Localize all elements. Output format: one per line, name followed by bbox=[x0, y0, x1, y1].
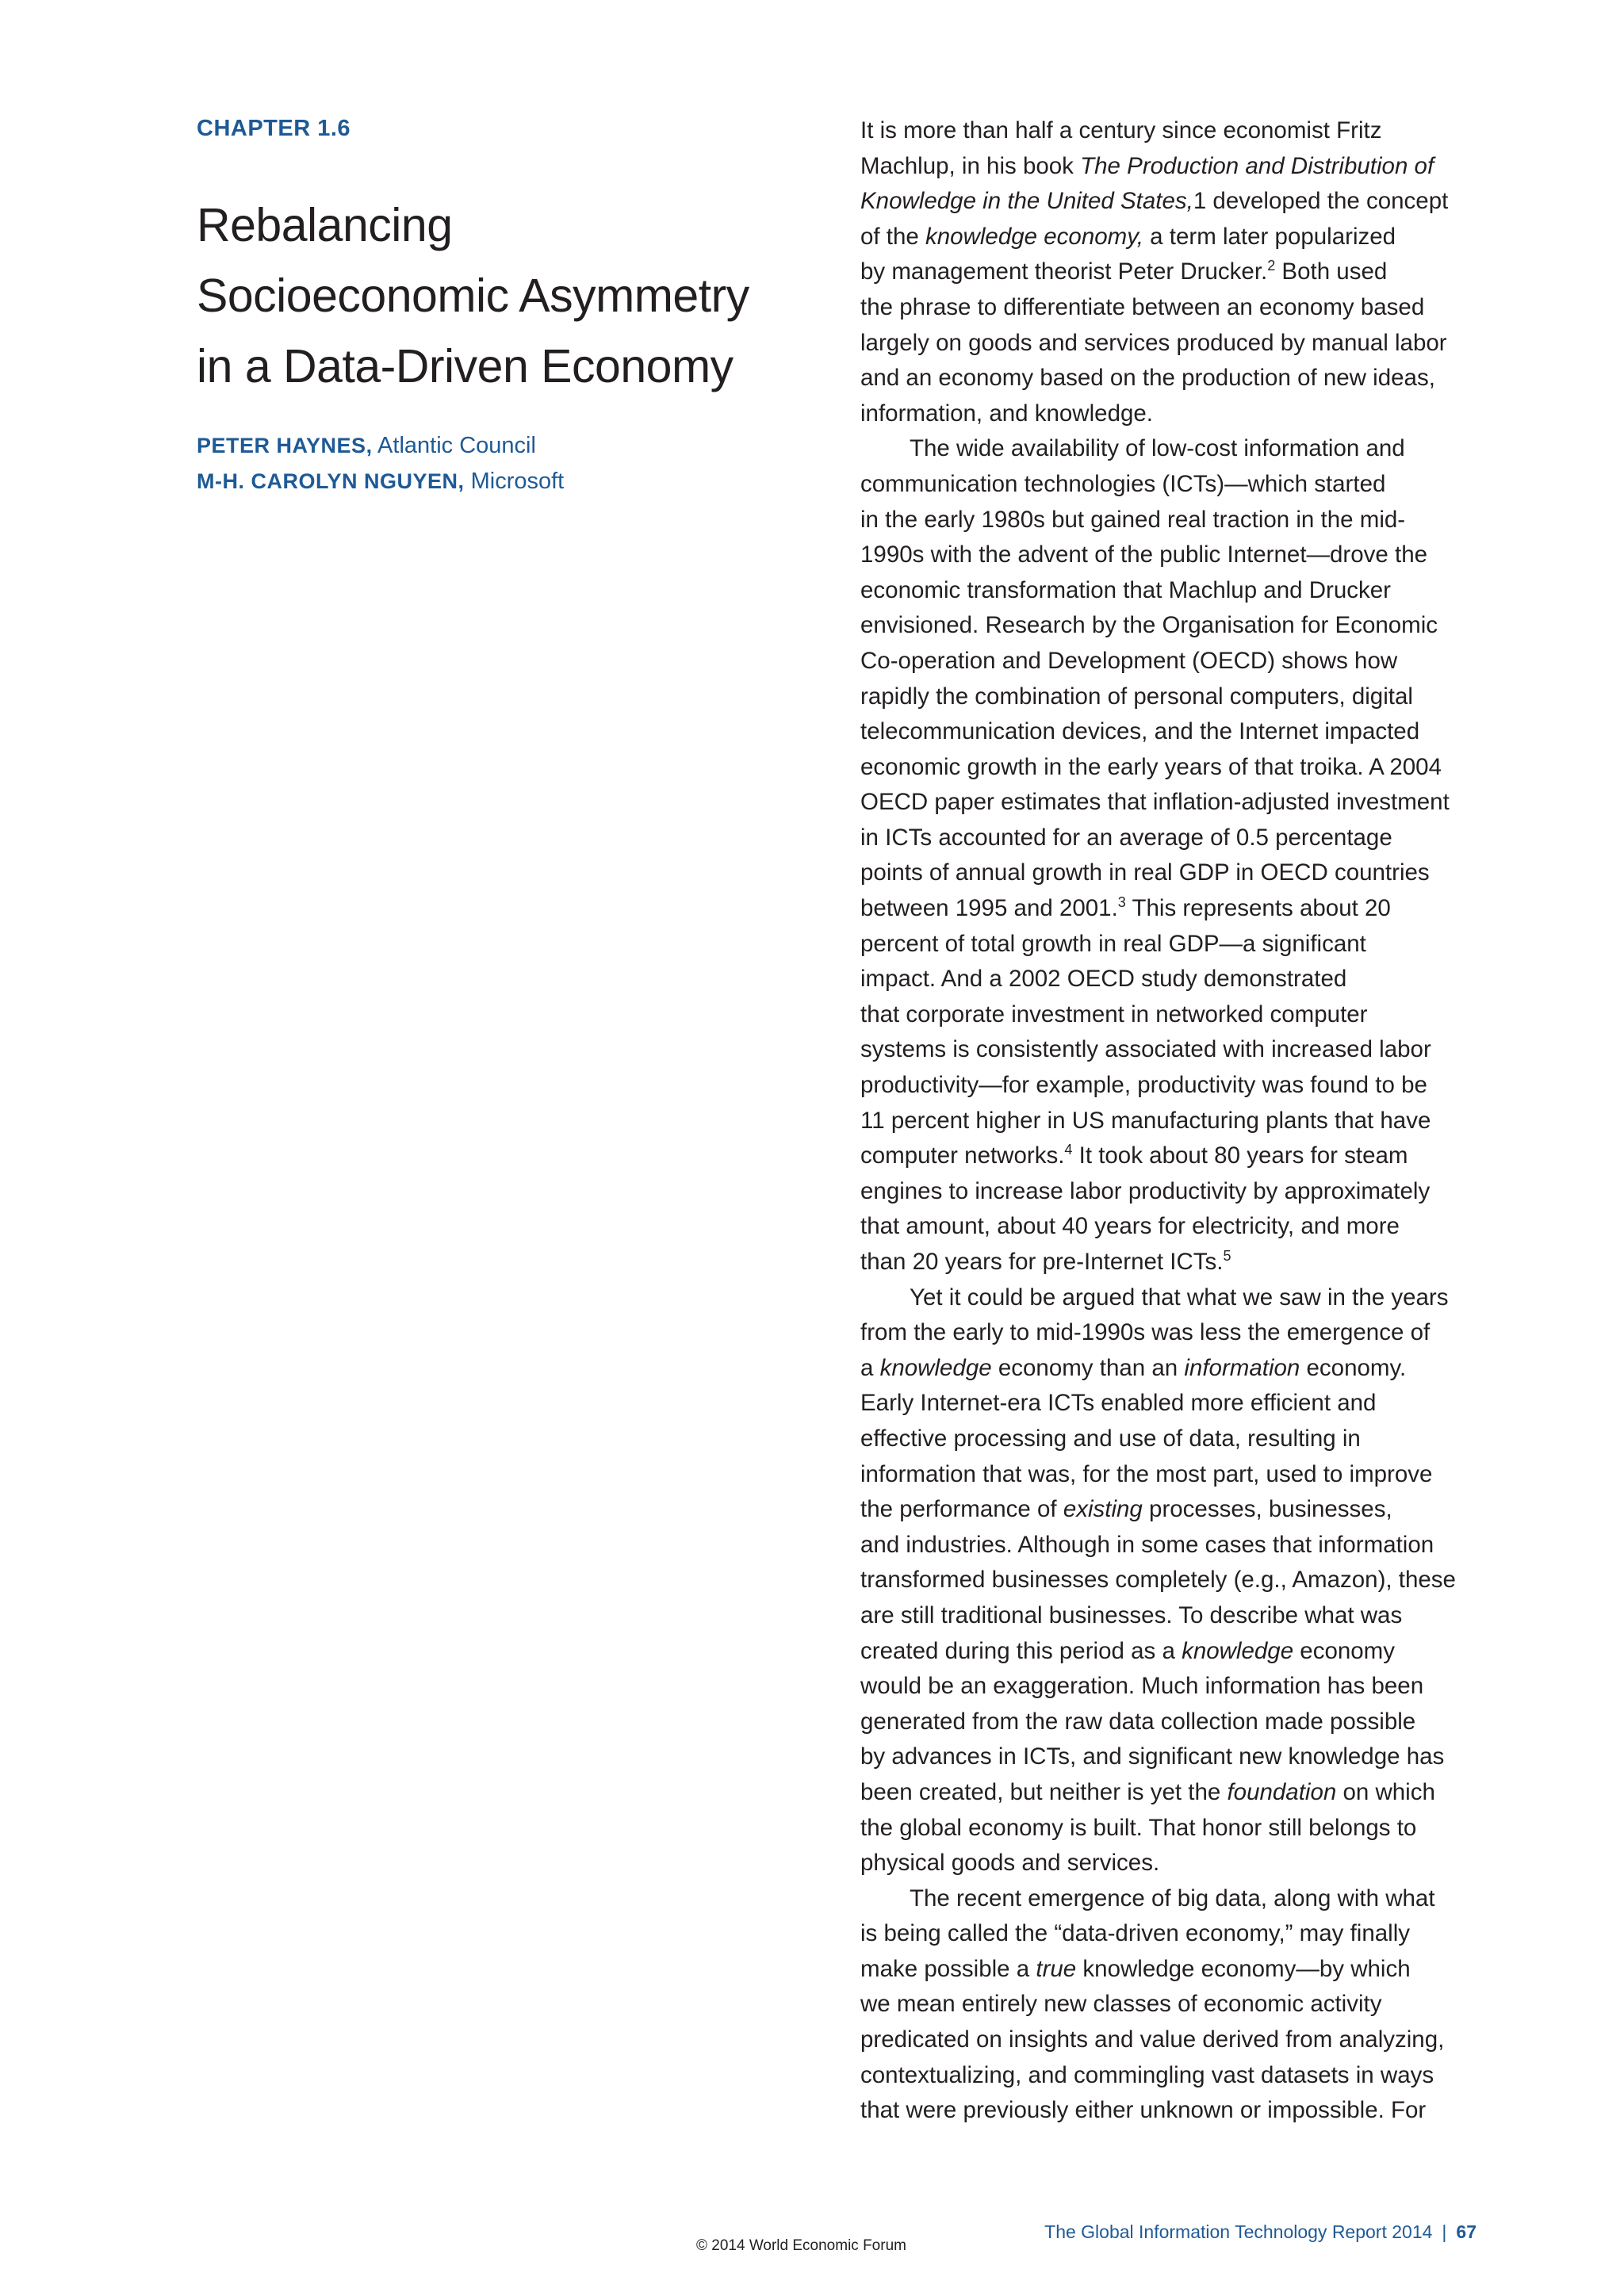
body-line: envisioned. Research by the Organisation for Economic bbox=[860, 612, 1438, 639]
body-line: predicated on insights and value derived from analyzing, bbox=[860, 2026, 1445, 2053]
title-line: in a Data-Driven Economy bbox=[197, 340, 733, 392]
body-line: percent of total growth in real GDP—a significant bbox=[860, 930, 1366, 957]
body-line: 1990s with the advent of the public Internet—drove the bbox=[860, 541, 1428, 568]
body-line: 11 percent higher in US manufacturing plants that have bbox=[860, 1107, 1431, 1134]
body-line: than 20 years for pre-Internet ICTs.$^5$ bbox=[860, 1248, 1231, 1275]
body-line: economic transformation that Machlup and Drucker bbox=[860, 576, 1391, 603]
body-line: Yet it could be argued that what we saw in the years bbox=[910, 1284, 1449, 1311]
body-line: that corporate investment in networked computer bbox=[860, 1001, 1368, 1027]
body-line: OECD paper estimates that inflation-adjusted investment bbox=[860, 789, 1450, 816]
author-affiliation: Microsoft bbox=[470, 469, 565, 494]
chapter-title bbox=[197, 190, 831, 402]
body-line: It is more than half a century since economist Fritz bbox=[860, 117, 1382, 144]
body-line: that were previously either unknown or impossible. For bbox=[860, 2097, 1427, 2124]
body-line: the phrase to differentiate between an economy based bbox=[860, 293, 1425, 320]
body-line: systems is consistently associated with increased labor bbox=[860, 1036, 1431, 1063]
body-line: physical goods and services. bbox=[860, 1850, 1160, 1877]
page-number: 67 bbox=[1456, 2221, 1477, 2242]
author-list bbox=[197, 428, 564, 499]
body-line: Knowledge in the United States,1 developed the concept bbox=[860, 188, 1449, 215]
title-line: Socioeconomic Asymmetry bbox=[197, 270, 749, 322]
body-line: that amount, about 40 years for electricity, and more bbox=[860, 1213, 1400, 1240]
body-line: economic growth in the early years of that troika. A 2004 bbox=[860, 753, 1442, 780]
body-line: The wide availability of low-cost information and bbox=[910, 435, 1405, 462]
body-line: information that was, for the most part, used to improve bbox=[860, 1460, 1433, 1487]
body-line: created during this period as a knowledge economy bbox=[860, 1637, 1396, 1664]
author-entry bbox=[197, 428, 564, 464]
author-name: PETER HAYNES, bbox=[197, 434, 373, 457]
body-line: we mean entirely new classes of economic activity bbox=[860, 1991, 1382, 2018]
title-line: Rebalancing bbox=[197, 199, 453, 251]
body-line: from the early to mid-1990s was less the emergence of bbox=[860, 1319, 1431, 1346]
body-line: productivity—for example, productivity was found to be bbox=[860, 1072, 1427, 1099]
body-line: would be an exaggeration. Much information has been bbox=[860, 1673, 1424, 1700]
body-line: been created, but neither is yet the foundation on which bbox=[860, 1778, 1435, 1805]
body-text-column bbox=[860, 113, 1479, 2129]
body-line: in the early 1980s but gained real traction in the mid- bbox=[860, 506, 1406, 533]
body-line: computer networks.$^4$ It took about 80 years for steam bbox=[860, 1142, 1408, 1169]
footer-report-title bbox=[1044, 2221, 1477, 2243]
body-line: by advances in ICTs, and significant new knowledge has bbox=[860, 1743, 1445, 1770]
body-line: are still traditional businesses. To describe what was bbox=[860, 1601, 1403, 1628]
body-line: information, and knowledge. bbox=[860, 400, 1153, 427]
body-line: communication technologies (ICTs)—which started bbox=[860, 470, 1386, 497]
body-line: by management theorist Peter Drucker.$^2$ Both used bbox=[860, 258, 1388, 285]
body-line: transformed businesses completely (e.g., Amazon), these bbox=[860, 1567, 1456, 1594]
body-line: rapidly the combination of personal computers, digital bbox=[860, 683, 1413, 710]
body-line: generated from the raw data collection made possible bbox=[860, 1708, 1416, 1735]
body-line: and an economy based on the production of new ideas, bbox=[860, 365, 1435, 392]
body-line: a knowledge economy than an information economy. bbox=[860, 1354, 1407, 1381]
body-line: effective processing and use of data, resulting in bbox=[860, 1425, 1361, 1452]
author-affiliation: Atlantic Council bbox=[377, 433, 536, 458]
body-line: and industries. Although in some cases that information bbox=[860, 1531, 1434, 1558]
body-line: telecommunication devices, and the Internet impacted bbox=[860, 718, 1420, 745]
body-line: in ICTs accounted for an average of 0.5 percentage bbox=[860, 824, 1392, 851]
body-line: largely on goods and services produced by manual labor bbox=[860, 329, 1447, 356]
body-line: points of annual growth in real GDP in OECD countries bbox=[860, 859, 1430, 886]
body-line: make possible a true knowledge economy—by which bbox=[860, 1955, 1411, 1982]
body-line: Machlup, in his book The Production and Distribution of bbox=[860, 152, 1434, 179]
body-line: The recent emergence of big data, along with what bbox=[910, 1885, 1435, 1911]
body-line: of the knowledge economy, a term later popularized bbox=[860, 223, 1396, 250]
body-line: the performance of existing processes, businesses, bbox=[860, 1496, 1392, 1523]
body-line: engines to increase labor productivity by approximately bbox=[860, 1177, 1431, 1204]
body-line: Co-operation and Development (OECD) shows how bbox=[860, 647, 1398, 674]
body-line: between 1995 and 2001.$^3$ This represents about 20 bbox=[860, 894, 1391, 922]
footer-copyright: © 2014 World Economic Forum bbox=[696, 2237, 906, 2254]
body-line: contextualizing, and commingling vast datasets in ways bbox=[860, 2061, 1434, 2088]
author-name: M-H. CAROLYN NGUYEN, bbox=[197, 469, 465, 493]
footer-separator: | bbox=[1442, 2221, 1447, 2242]
body-line: impact. And a 2002 OECD study demonstrated bbox=[860, 966, 1347, 993]
report-title: The Global Information Technology Report 2014 bbox=[1044, 2221, 1433, 2242]
chapter-label: CHAPTER 1.6 bbox=[197, 116, 351, 141]
body-line: the global economy is built. That honor still belongs to bbox=[860, 1814, 1417, 1841]
body-line: is being called the “data-driven economy,” may finally bbox=[860, 1920, 1411, 1947]
body-line: Early Internet-era ICTs enabled more efficient and bbox=[860, 1390, 1377, 1417]
author-entry bbox=[197, 464, 564, 499]
